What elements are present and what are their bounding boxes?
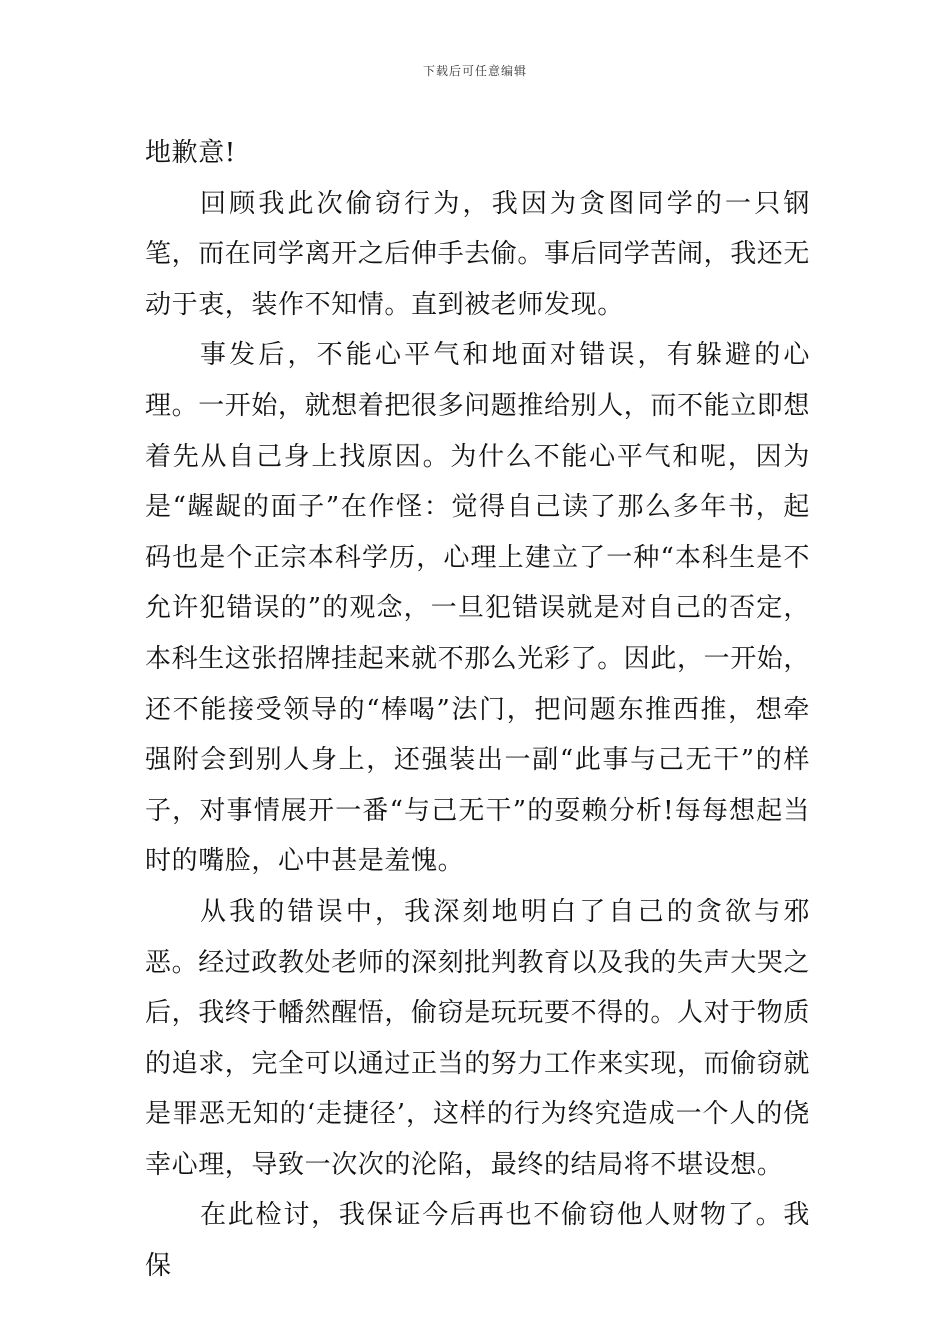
paragraph-review: 回顾我此次偷窃行为，我因为贪图同学的一只钢笔，而在同学离开之后伸手去偷。事后同学苦闹，我还无动于衷，装作不知情。直到被老师发现。: [145, 188, 811, 320]
paragraph-aftermath: 事发后，不能心平气和地面对错误，有躲避的心理。一开始，就想着把很多问题推给别人，而不能立即想着先从自己身上找原因。为什么不能心平气和呢，因为是“龌龊的面子”在作怪：觉得自己读了那么多年书，起码也是个正宗本科学历，心理上建立了一种“本科生是不允许犯错误的”的观念，一旦犯错误就是对自己的否定，本科生这张招牌挂起来就不那么光彩了。因此，一开始，还不能接受领导的“棒喝”法门，把问题东推西推，想牵强附会到别人身上，还强装出一副“此事与己无干”的样子，对事情展开一番“与己无干”的耍赖分析!每每想起当时的嘴脸，心中甚是羞愧。: [145, 340, 811, 877]
document-body: [145, 128, 810, 1292]
paragraph-realization: 从我的错误中，我深刻地明白了自己的贪欲与邪恶。经过政教处老师的深刻批判教育以及我的失声大哭之后，我终于幡然醒悟，偷窃是玩玩要不得的。人对于物质的追求，完全可以通过正当的努力工作来实现，而偷窃就是罪恶无知的‘走捷径’，这样的行为终究造成一个人的侥幸心理，导致一次次的沦陷，最终的结局将不堪设想。: [145, 896, 811, 1180]
paragraph-pledge: 在此检讨，我保证今后再也不偷窃他人财物了。我保: [145, 1200, 810, 1282]
page-header: 下载后可任意编辑: [422, 64, 527, 78]
paragraph-continuation: 地歉意!: [145, 138, 236, 168]
